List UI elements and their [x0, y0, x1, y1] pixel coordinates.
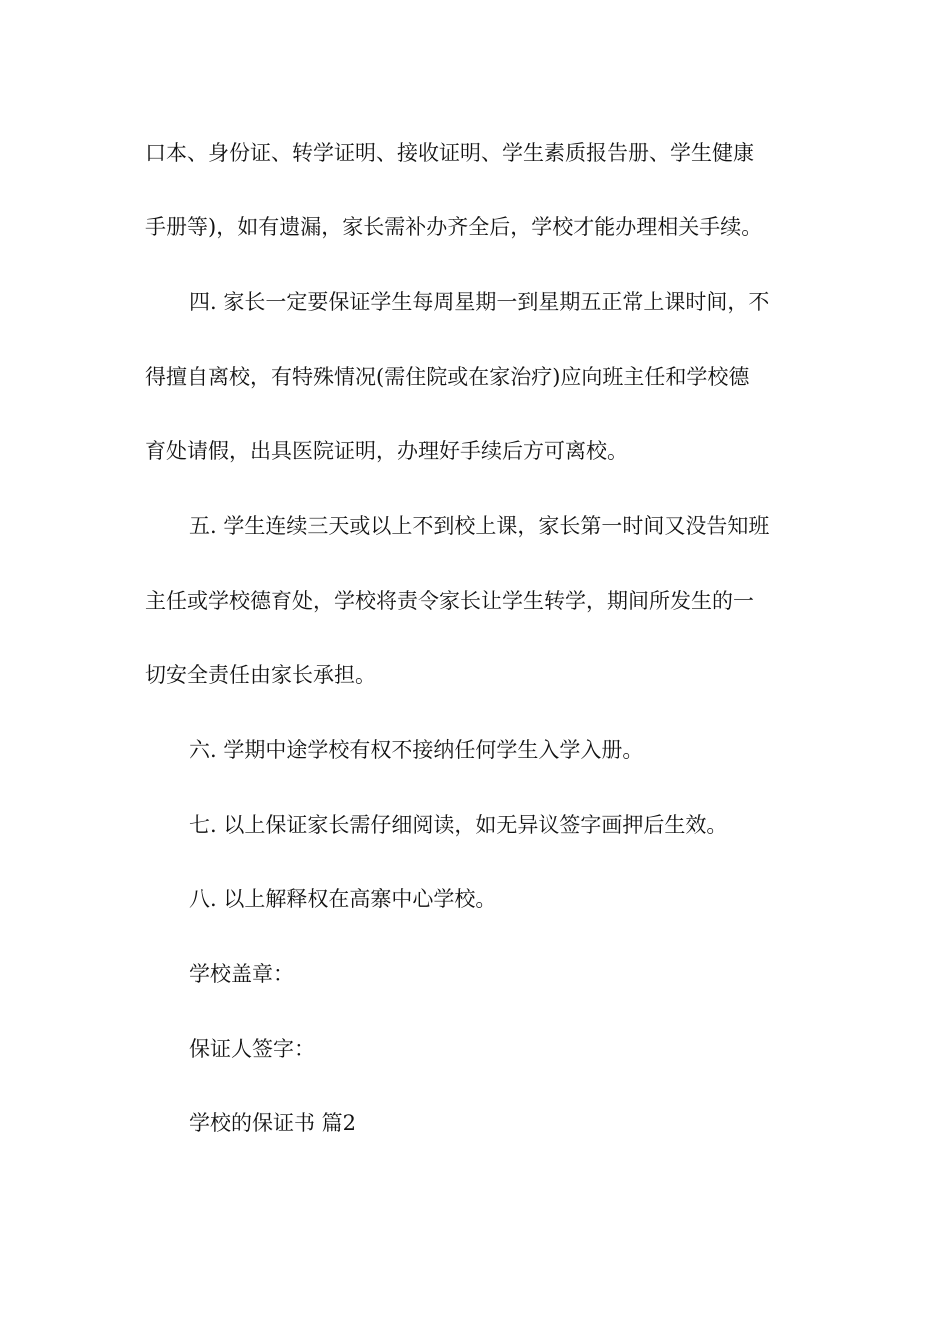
- text-line: 学校盖章：: [189, 962, 294, 986]
- text-line: 五. 学生连续三天或以上不到校上课，家长第一时间又没告知班: [189, 514, 770, 538]
- text-line: 主任或学校德育处，学校将责令家长让学生转学，期间所发生的一: [145, 589, 754, 613]
- text-line: 育处请假，出具医院证明，办理好手续后方可离校。: [145, 439, 628, 463]
- text-line: 四. 家长一定要保证学生每周星期一到星期五正常上课时间，不: [189, 290, 770, 314]
- text-line: 得擅自离校，有特殊情况(需住院或在家治疗)应向班主任和学校德: [145, 365, 750, 389]
- text-line: 切安全责任由家长承担。: [145, 663, 376, 687]
- text-line: 六. 学期中途学校有权不接纳任何学生入学入册。: [189, 738, 644, 762]
- text-line: 手册等)，如有遗漏，家长需补办齐全后，学校才能办理相关手续。: [145, 215, 763, 239]
- text-line: 八. 以上解释权在高寨中心学校。: [189, 887, 497, 911]
- text-line: 学校的保证书 篇2: [189, 1111, 357, 1135]
- text-line: 七. 以上保证家长需仔细阅读，如无异议签字画押后生效。: [189, 813, 728, 837]
- text-line: 保证人签字：: [189, 1037, 315, 1061]
- text-line: 口本、身份证、转学证明、接收证明、学生素质报告册、学生健康: [145, 141, 754, 165]
